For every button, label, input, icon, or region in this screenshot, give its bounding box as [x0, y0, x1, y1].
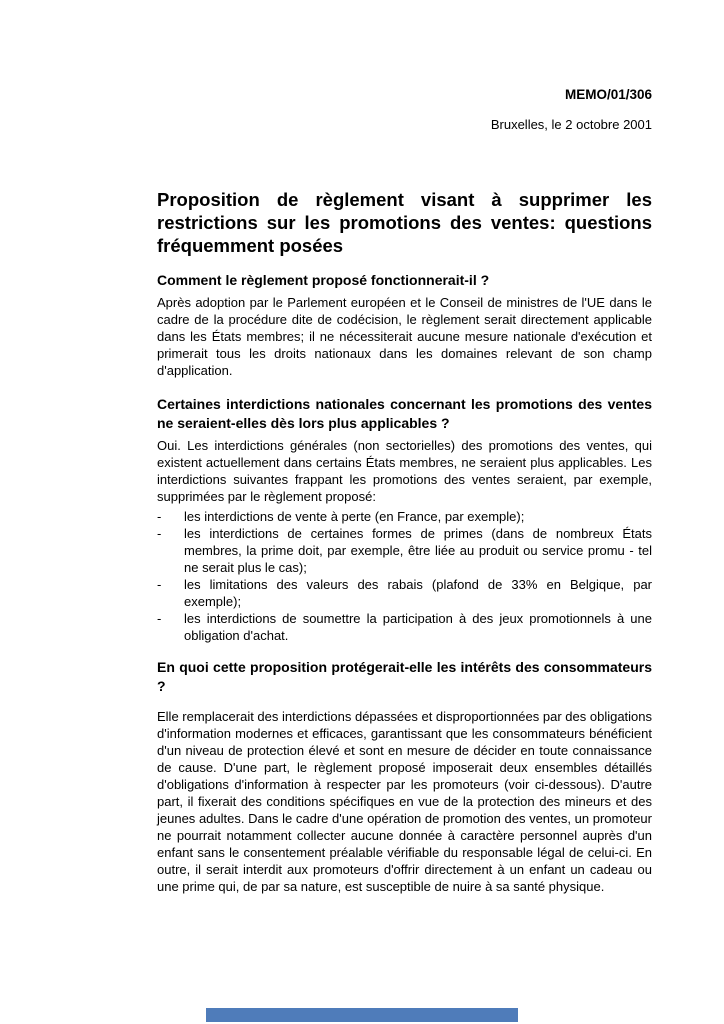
list-item [157, 576, 652, 610]
dash-marker: - [157, 526, 162, 541]
list-item-text: les interdictions de certaines formes de primes (dans de nombreux États membres, la prime doit, par exemple, être liée au produit ou service promu - tel ne serait plus le cas); [184, 526, 652, 575]
page-divider-bar [206, 1008, 518, 1022]
dateline: Bruxelles, le 2 octobre 2001 [490, 117, 652, 132]
list-item [157, 508, 652, 525]
memo-number: MEMO/01/306 [564, 87, 652, 102]
list-item-text: les interdictions de soumettre la participation à des jeux promotionnels à une obligation d'achat. [184, 611, 652, 643]
bullet-list [157, 508, 652, 644]
section-heading-national-bans: Certaines interdictions nationales concernant les promotions des ventes ne seraient-elles dès lors plus applicables ? [157, 396, 652, 431]
paragraph-how-it-works: Après adoption par le Parlement européen et le Conseil de ministres de l'UE dans le cadre de la procédure dite de codécision, le règlement serait directement applicable dans les États membres; il ne nécessiterait aucune mesure nationale d'exécution et primerait tous les droits nationaux dans les domaines relevant de son champ d'application. [157, 295, 652, 378]
list-item [157, 525, 652, 576]
dash-marker: - [157, 577, 162, 592]
document-content [157, 0, 652, 895]
section-heading-how-it-works: Comment le règlement proposé fonctionnerait-il ? [157, 272, 490, 288]
dash-marker: - [157, 509, 162, 524]
paragraph-consumer-protection: Elle remplacerait des interdictions dépassées et disproportionnées par des obligations d'information modernes et efficaces, garantissant que les consommateurs bénéficient d'un niveau de protection élevé et sont en mesure de décider en toute connaissance de cause. D'une part, le règlement proposé imposerait deux ensembles détaillés d'obligations d'information à respecter par les promoteurs (voir ci-dessous). D'autre part, il fixerait des conditions spécifiques en vue de la protection des mineurs et des jeunes adultes. Dans le cadre d'une opération de promotion des ventes, un promoteur ne pourrait notamment collecter aucune donnée à caractère personnel auprès d'un enfant sans le consentement préalable vérifiable du responsable légal de celui-ci. En outre, il serait interdit aux promoteurs d'offrir directement à un enfant un cadeau ou une prime qui, de par sa nature, est susceptible de nuire à sa santé physique. [157, 709, 653, 894]
document-title: Proposition de règlement visant à supprimer les restrictions sur les promotions des ventes: questions fréquemment posées [157, 189, 652, 256]
section-heading-consumer-protection: En quoi cette proposition protégerait-elle les intérêts des consommateurs ? [157, 659, 652, 694]
dash-marker: - [157, 611, 162, 626]
list-item [157, 610, 652, 644]
list-item-text: les limitations des valeurs des rabais (plafond de 33% en Belgique, par exemple); [184, 577, 652, 609]
list-item-text: les interdictions de vente à perte (en France, par exemple); [184, 509, 525, 524]
paragraph-national-bans: Oui. Les interdictions générales (non sectorielles) des promotions des ventes, qui existent actuellement dans certains États membres, ne seraient plus applicables. Les interdictions suivantes frappant les promotions des ventes seraient, par exemple, supprimées par le règlement proposé: [157, 438, 652, 504]
